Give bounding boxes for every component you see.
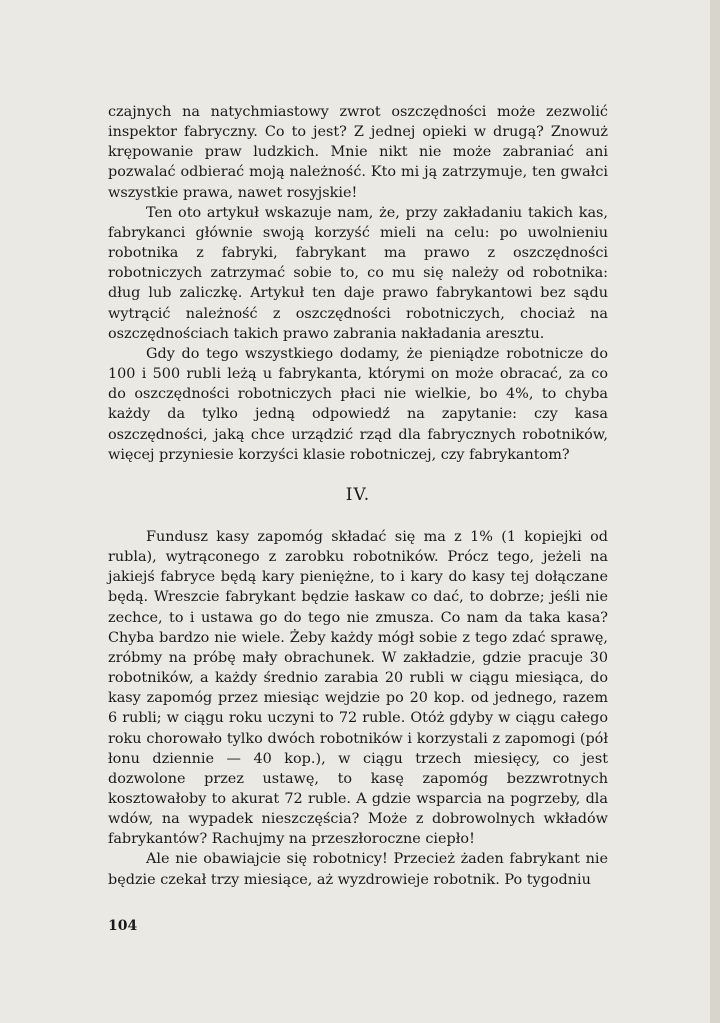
page-edge (710, 0, 720, 1023)
paragraph-5: Ale nie obawiajcie się robotnicy! Przecież żaden fabrykant nie będzie czekał trzy miesiące, aż wyzdrowieje robotnik. Po tygodniu (108, 851, 608, 888)
paragraph-3: Gdy do tego wszystkiego dodamy, że pieniądze robotnicze do 100 i 500 rubli leżą u fabrykanta, którymi on może obracać, za co do oszczędności robotniczych płaci nie wielkie, bo 4%, to chyba każdy da tylko jedną odpowiedź na zapytanie: czy kasa oszczędności, jaką chce urządzić rząd dla fabrycznych robotników, więcej przyniesie korzyści klasie robotniczej, czy fabrykantom? (108, 345, 608, 463)
section-heading: IV. (345, 484, 371, 505)
paragraph-2: Ten oto artykuł wskazuje nam, że, przy zakładaniu takich kas, fabrykanci głównie swoją korzyść mieli na celu: po uwolnieniu robotnika z fabryki, fabrykant ma prawo z oszczędności robotniczych zatrzymać sobie to, co mu się należy od robotnika: dług lub zaliczkę. Artykuł ten daje prawo fabrykantowi bez sądu wytrącić należność z oszczędności robotniczych, chociaż na oszczędnościach takich prawo zabrania nakładania aresztu. (108, 204, 608, 342)
page-number: 104 (108, 918, 138, 934)
text-block (108, 102, 608, 890)
paragraph-1: czajnych na natychmiastowy zwrot oszczędności może zezwolić inspektor fabryczny. Co to jest? Z jednej opieki w drugą? Znowuż krępowanie praw ludzkich. Mnie nikt nie może zabraniać ani pozwalać odbierać moją należność. Kto mi ją zatrzymuje, ten gwałci wszystkie prawa, nawet rosyjskie! (108, 104, 608, 201)
paragraph-4: Fundusz kasy zapomóg składać się ma z 1% (1 kopiejki od rubla), wytrąconego z zarobku robotników. Prócz tego, jeżeli na jakiejś fabryce będą kary pieniężne, to i kary do kasy tej dołączane będą. Wreszcie fabrykant będzie łaskaw co dać, to dobrze; jeśli nie zechce, to i ustawa go do tego nie zmusza. Co nam da taka kasa? Chyba bardzo nie wiele. Żeby każdy mógł sobie z tego zdać sprawę, zróbmy na próbę mały obrachunek. W zakładzie, gdzie pracuje 30 robotników, a każdy średnio zarabia 20 rubli w ciągu miesiąca, do kasy zapomóg przez miesiąc wejdzie po 20 kop. od jednego, razem 6 rubli; w ciągu roku uczyni to 72 ruble. Otóż gdyby w ciągu całego roku chorowało tylko dwóch robotników i korzystali z zapomogi (pół łonu dziennie — 40 kop.), w ciągu trzech miesięcy, co jest dozwolone przez ustawę, to kasę zapomóg bezzwrotnych kosztowałoby to akurat 72 ruble. A gdzie wsparcia na pogrzeby, dla wdów, na wypadek nieszczęścia? Może z dobrowolnych wkładów fabrykantów? Rachujmy na przeszłoroczne ciepło! (108, 528, 608, 848)
